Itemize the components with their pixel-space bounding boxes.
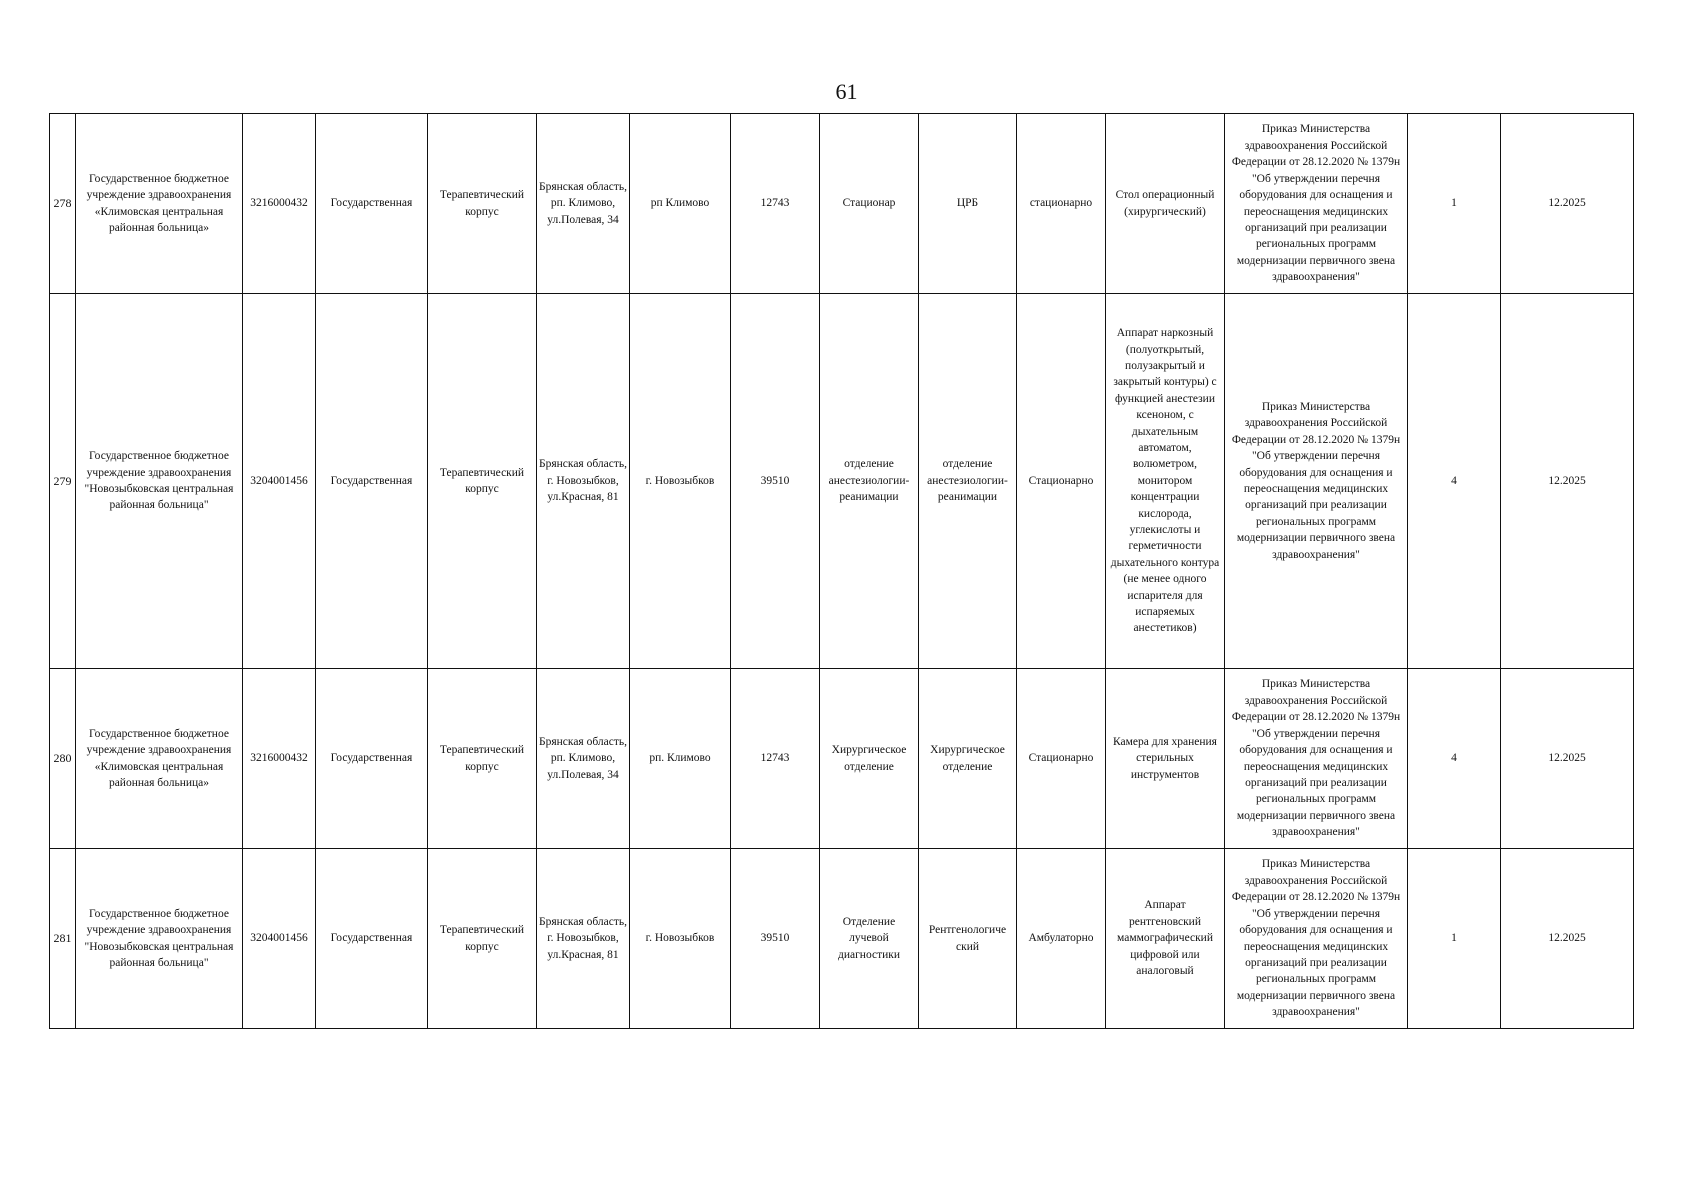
division: Рентгенологиче ский	[919, 849, 1017, 1029]
deadline: 12.2025	[1501, 849, 1634, 1029]
organization-name: Государственное бюджетное учреждение здравоохранения «Климовская центральная районная больница»	[76, 114, 243, 294]
unit: отделение анестезиологии-реанимации	[820, 294, 919, 669]
row-number: 280	[50, 669, 76, 849]
equipment-table	[49, 113, 1634, 1029]
inn: 3216000432	[243, 669, 316, 849]
row-number: 279	[50, 294, 76, 669]
organization-name: Государственное бюджетное учреждение здравоохранения «Климовская центральная районная больница»	[76, 669, 243, 849]
locality: рп Климово	[630, 114, 731, 294]
equipment: Аппарат наркозный (полуоткрытый, полузакрытый и закрытый контуры) с функцией анестезии ксеноном, с дыхательным автоматом, волюметром, монитором концентрации кислорода, углекислоты и герметичности дыхательного контура (не менее одного испарителя для испаряемых анестетиков)	[1106, 294, 1225, 669]
locality: рп. Климово	[630, 669, 731, 849]
quantity: 4	[1408, 669, 1501, 849]
page-number: 61	[835, 79, 858, 104]
locality: г. Новозыбков	[630, 294, 731, 669]
unit: Хирургическое отделение	[820, 669, 919, 849]
deadline: 12.2025	[1501, 294, 1634, 669]
quantity: 4	[1408, 294, 1501, 669]
building: Терапевтический корпус	[428, 114, 537, 294]
table-row	[50, 669, 1634, 849]
equipment: Стол операционный (хирургический)	[1106, 114, 1225, 294]
address: Брянская область, г. Новозыбков, ул.Красная, 81	[537, 849, 630, 1029]
address: Брянская область, рп. Климово, ул.Полевая, 34	[537, 114, 630, 294]
population: 39510	[731, 294, 820, 669]
population: 39510	[731, 849, 820, 1029]
legal-basis: Приказ Министерства здравоохранения Российской Федерации от 28.12.2020 № 1379н "Об утверждении перечня оборудования для оснащения и переоснащения медицинских организаций при реализации региональных программ модернизации первичного звена здравоохранения"	[1225, 294, 1408, 669]
population: 12743	[731, 114, 820, 294]
ownership: Государственная	[316, 669, 428, 849]
building: Терапевтический корпус	[428, 294, 537, 669]
organization-name: Государственное бюджетное учреждение здравоохранения "Новозыбковская центральная районная больница"	[76, 849, 243, 1029]
inn: 3204001456	[243, 849, 316, 1029]
population: 12743	[731, 669, 820, 849]
division: ЦРБ	[919, 114, 1017, 294]
care-form: Стационарно	[1017, 294, 1106, 669]
inn: 3204001456	[243, 294, 316, 669]
locality: г. Новозыбков	[630, 849, 731, 1029]
unit: Стационар	[820, 114, 919, 294]
table-row	[50, 849, 1634, 1029]
legal-basis: Приказ Министерства здравоохранения Российской Федерации от 28.12.2020 № 1379н "Об утверждении перечня оборудования для оснащения и переоснащения медицинских организаций при реализации региональных программ модернизации первичного звена здравоохранения"	[1225, 849, 1408, 1029]
ownership: Государственная	[316, 114, 428, 294]
inn: 3216000432	[243, 114, 316, 294]
quantity: 1	[1408, 849, 1501, 1029]
deadline: 12.2025	[1501, 669, 1634, 849]
table-row	[50, 294, 1634, 669]
building: Терапевтический корпус	[428, 849, 537, 1029]
division: отделение анестезиологии-реанимации	[919, 294, 1017, 669]
care-form: стационарно	[1017, 114, 1106, 294]
ownership: Государственная	[316, 849, 428, 1029]
row-number: 278	[50, 114, 76, 294]
division: Хирургическое отделение	[919, 669, 1017, 849]
address: Брянская область, г. Новозыбков, ул.Красная, 81	[537, 294, 630, 669]
legal-basis: Приказ Министерства здравоохранения Российской Федерации от 28.12.2020 № 1379н "Об утверждении перечня оборудования для оснащения и переоснащения медицинских организаций при реализации региональных программ модернизации первичного звена здравоохранения"	[1225, 669, 1408, 849]
equipment: Аппарат рентгеновский маммографический цифровой или аналоговый	[1106, 849, 1225, 1029]
quantity: 1	[1408, 114, 1501, 294]
row-number: 281	[50, 849, 76, 1029]
legal-basis: Приказ Министерства здравоохранения Российской Федерации от 28.12.2020 № 1379н "Об утверждении перечня оборудования для оснащения и переоснащения медицинских организаций при реализации региональных программ модернизации первичного звена здравоохранения"	[1225, 114, 1408, 294]
equipment: Камера для хранения стерильных инструментов	[1106, 669, 1225, 849]
care-form: Амбулаторно	[1017, 849, 1106, 1029]
care-form: Стационарно	[1017, 669, 1106, 849]
table-row	[50, 114, 1634, 294]
unit: Отделение лучевой диагностики	[820, 849, 919, 1029]
building: Терапевтический корпус	[428, 669, 537, 849]
deadline: 12.2025	[1501, 114, 1634, 294]
ownership: Государственная	[316, 294, 428, 669]
organization-name: Государственное бюджетное учреждение здравоохранения "Новозыбковская центральная районная больница"	[76, 294, 243, 669]
address: Брянская область, рп. Климово, ул.Полевая, 34	[537, 669, 630, 849]
